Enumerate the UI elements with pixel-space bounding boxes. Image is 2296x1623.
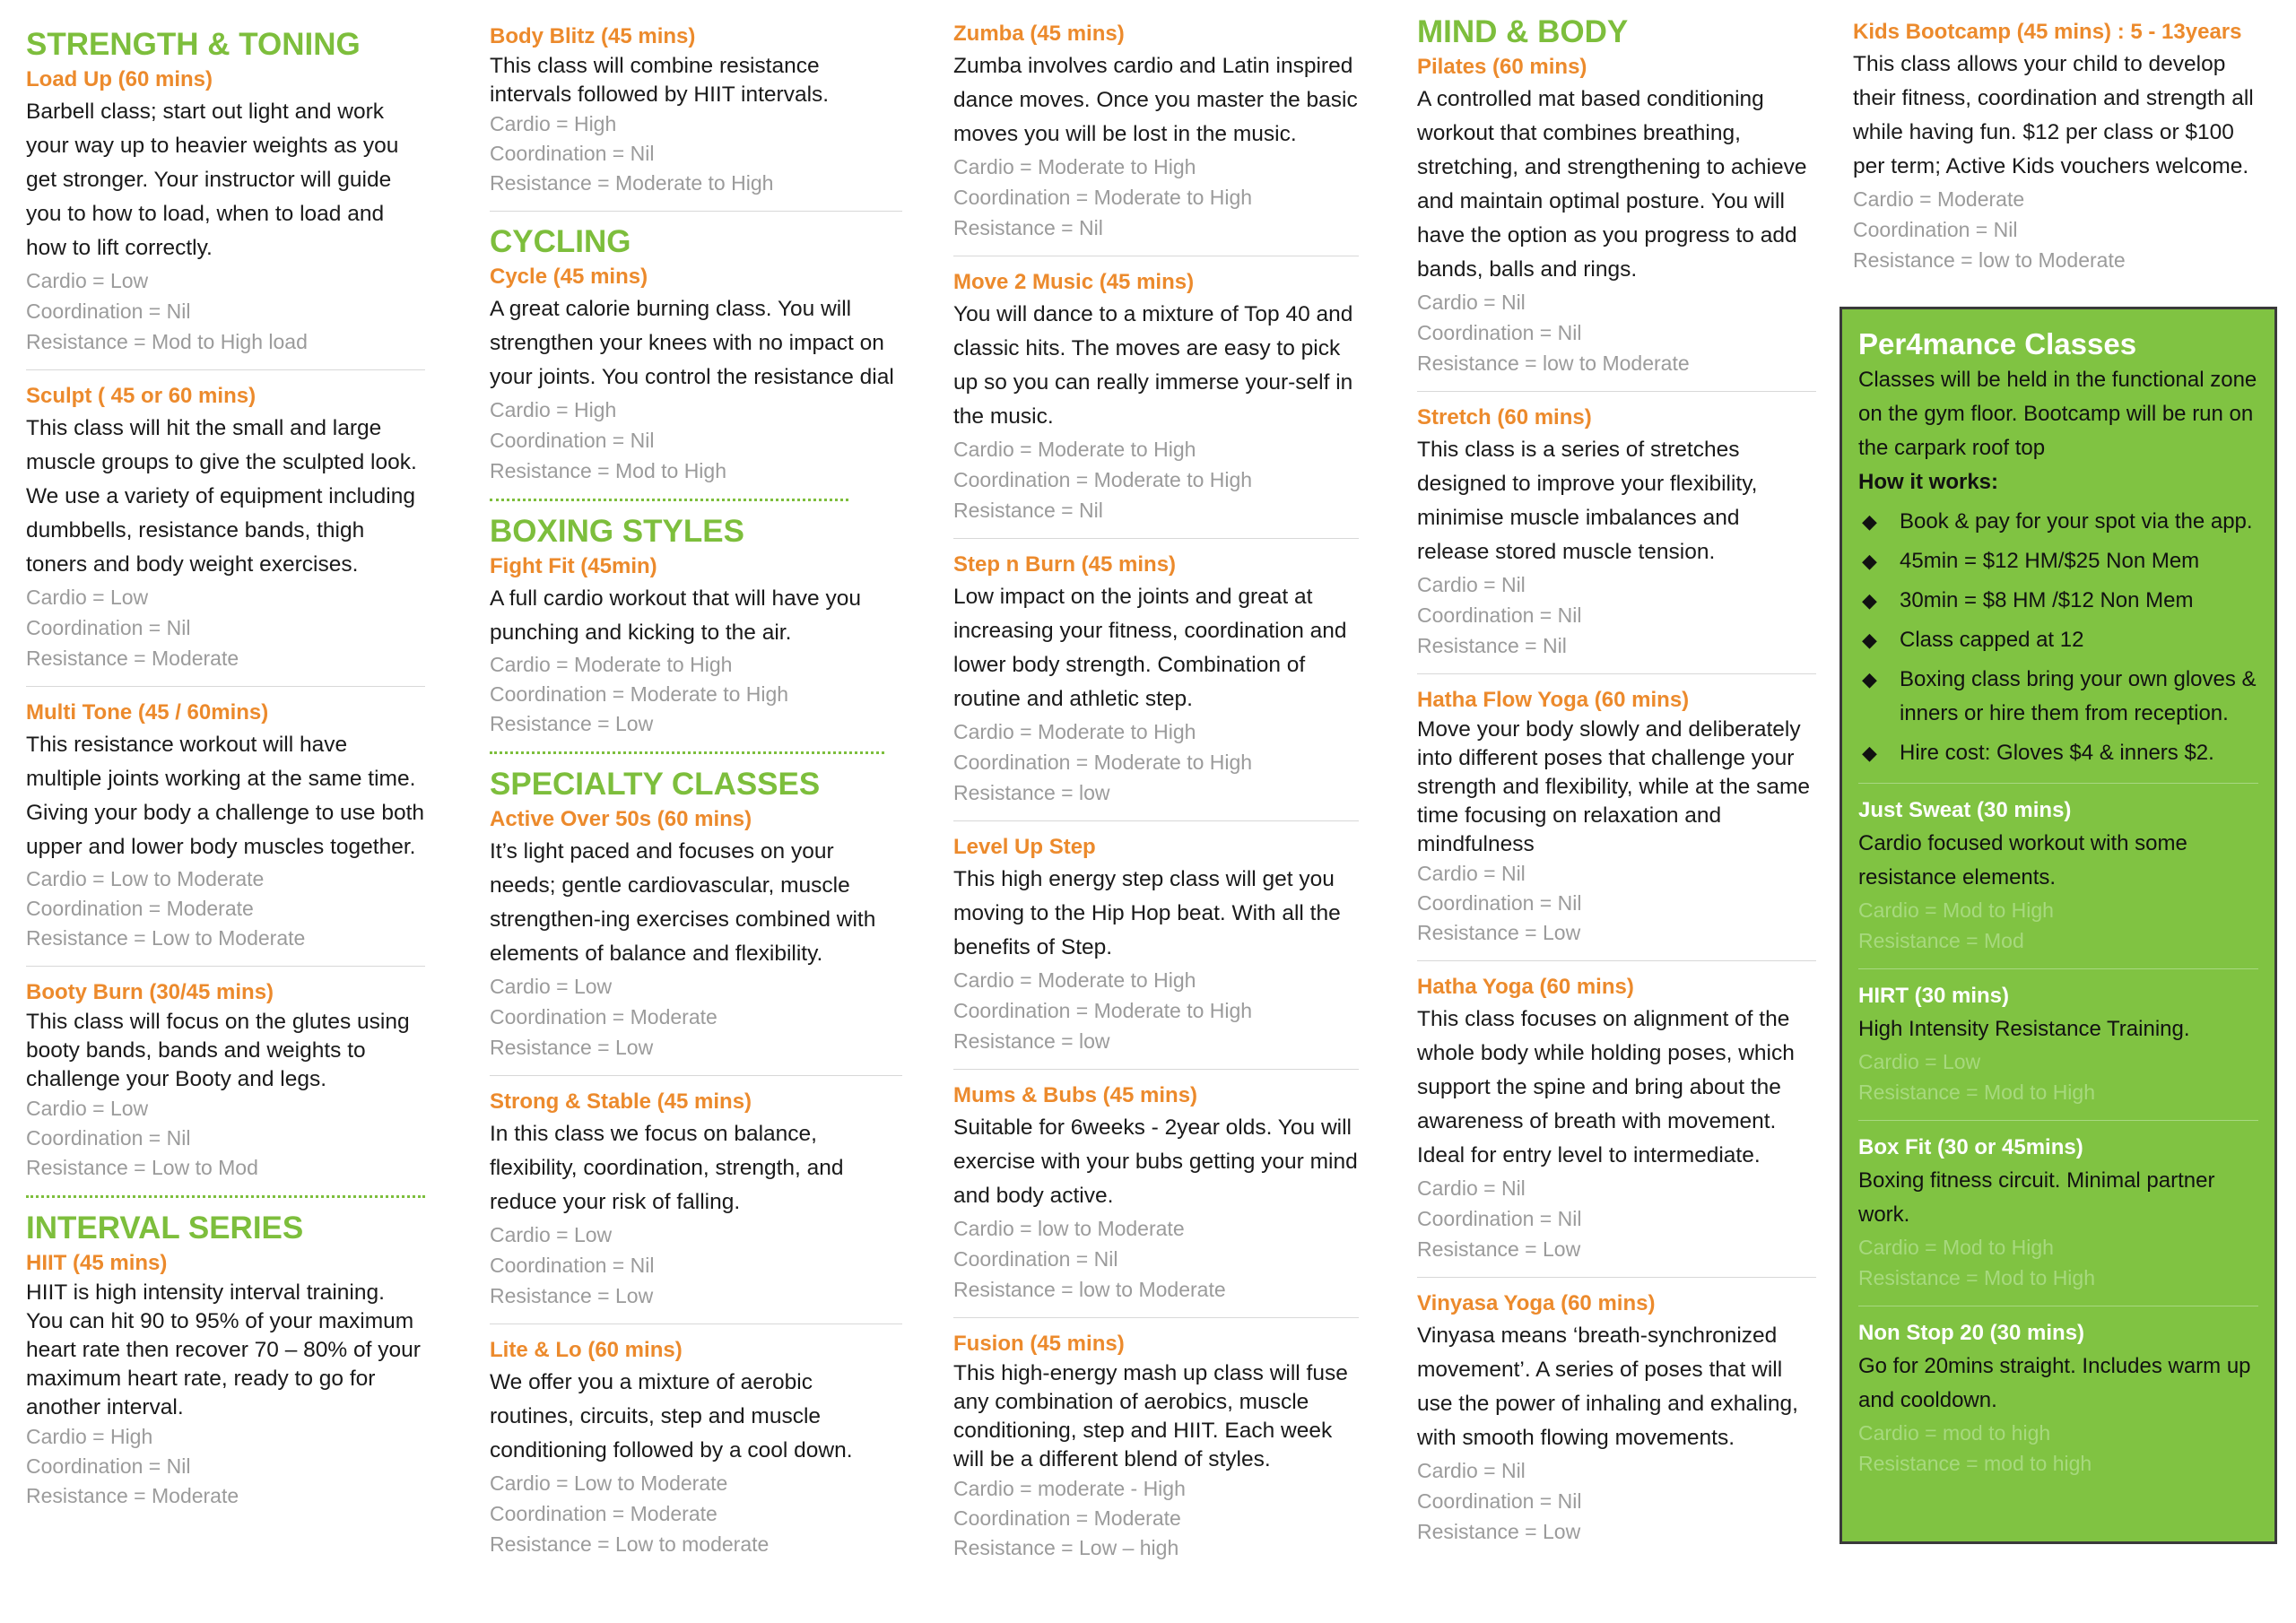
diamond-bullet-icon: ◆ xyxy=(1862,510,1877,533)
class-description: Low impact on the joints and great at increasing your fitness, coordination and lower body strength. Combination of routine and athletic step. xyxy=(953,585,1347,711)
rating-resistance: Resistance = Mod to High xyxy=(1858,1266,2095,1289)
class-title: Vinyasa Yoga (60 mins) xyxy=(1417,1291,1656,1315)
class-description: Barbell class; start out light and work your way up to heavier weights as you get stronger. Your instructor will guide you to how to load, when to load and how to lift correctly. xyxy=(26,100,399,260)
rating-cardio: Cardio = Moderate to High xyxy=(953,968,1196,992)
rating-coordination: Coordination = Moderate xyxy=(490,1502,718,1525)
rating-cardio: Cardio = mod to high xyxy=(1858,1421,2051,1445)
category-heading-interval: INTERVAL SERIES xyxy=(26,1211,304,1245)
divider xyxy=(1417,960,1816,961)
rating-cardio: Cardio = Moderate to High xyxy=(490,653,733,676)
rating-cardio: Cardio = Mod to High xyxy=(1858,898,2054,922)
divider xyxy=(26,686,425,687)
panel-title: Per4mance Classes xyxy=(1858,327,2137,360)
divider xyxy=(26,966,425,967)
rating-cardio: Cardio = Low to Moderate xyxy=(26,867,265,890)
divider xyxy=(1417,1277,1816,1278)
rating-resistance: Resistance = Mod to High xyxy=(490,459,726,482)
rating-cardio: Cardio = low to Moderate xyxy=(953,1217,1185,1240)
rating-resistance: Resistance = low to Moderate xyxy=(1417,352,1690,375)
class-description: This class is a series of stretches designed to improve your flexibility, minimise muscle imbalances and release stored muscle tension. xyxy=(1417,438,1758,564)
divider xyxy=(953,1069,1359,1070)
class-description: In this class we focus on balance, flexibility, coordination, strength, and reduce your risk of falling. xyxy=(490,1122,844,1214)
class-booty-burn xyxy=(26,977,425,1183)
rating-cardio: Cardio = Nil xyxy=(1417,1176,1526,1200)
class-description: A controlled mat based conditioning workout that combines breathing, stretching, and strengthening to achieve and maintain optimal posture. You will have the option as you progress to add bands, balls and rings. xyxy=(1417,87,1807,282)
class-title: Lite & Lo (60 mins) xyxy=(490,1338,683,1362)
class-stretch xyxy=(1417,403,1816,661)
class-hatha-flow-yoga xyxy=(1417,685,1816,948)
rating-coordination: Coordination = Moderate to High xyxy=(953,186,1253,209)
class-fusion xyxy=(953,1329,1359,1563)
category-heading-cycling: CYCLING xyxy=(490,224,631,259)
rating-coordination: Coordination = Nil xyxy=(1417,603,1582,627)
divider xyxy=(953,1317,1359,1318)
class-hatha-yoga xyxy=(1417,972,1816,1264)
class-title: Step n Burn (45 mins) xyxy=(953,552,1177,577)
rating-coordination: Coordination = Moderate to High xyxy=(953,751,1253,774)
class-title: Hatha Yoga (60 mins) xyxy=(1417,975,1634,999)
how-it-works-list xyxy=(1858,505,2258,770)
rating-resistance: Resistance = Mod to High xyxy=(1858,1081,2095,1104)
divider xyxy=(1858,1120,2258,1121)
rating-cardio: Cardio = Low to Moderate xyxy=(490,1471,728,1495)
rating-coordination: Coordination = Moderate xyxy=(26,897,254,920)
class-title: Body Blitz (45 mins) xyxy=(490,24,696,48)
class-body-blitz xyxy=(490,22,902,198)
rating-coordination: Coordination = Nil xyxy=(953,1247,1118,1271)
class-lite-lo xyxy=(490,1335,902,1559)
class-title: HIIT (45 mins) xyxy=(26,1251,168,1275)
rating-resistance: Resistance = Low xyxy=(490,712,654,735)
class-just-sweat xyxy=(1858,794,2258,956)
list-item-text: Boxing class bring your own gloves & inners or hire them from reception. xyxy=(1900,667,2257,725)
dotted-divider xyxy=(490,499,848,501)
rating-resistance: Resistance = low to Moderate xyxy=(953,1278,1226,1301)
rating-coordination: Coordination = Moderate to High xyxy=(490,682,789,706)
rating-coordination: Coordination = Nil xyxy=(1417,891,1582,915)
rating-coordination: Coordination = Nil xyxy=(26,299,191,323)
rating-coordination: Coordination = Moderate to High xyxy=(953,999,1253,1022)
column-3 xyxy=(953,19,1359,1563)
class-non-stop-20 xyxy=(1858,1317,2258,1479)
rating-resistance: Resistance = Mod xyxy=(1858,929,2024,952)
class-description: This class will combine resistance intervals followed by HIIT intervals. xyxy=(490,54,830,107)
rating-resistance: Resistance = Low to moderate xyxy=(490,1532,770,1556)
rating-coordination: Coordination = Moderate to High xyxy=(953,468,1253,491)
class-step-n-burn xyxy=(953,550,1359,808)
rating-resistance: Resistance = Moderate to High xyxy=(490,171,774,195)
rating-cardio: Cardio = Mod to High xyxy=(1858,1236,2054,1259)
class-zumba xyxy=(953,19,1359,243)
how-it-works-heading: How it works: xyxy=(1858,470,1999,494)
list-item-text: Hire cost: Gloves $4 & inners $2. xyxy=(1900,741,2214,765)
class-title: Move 2 Music (45 mins) xyxy=(953,270,1195,294)
class-level-up-step xyxy=(953,832,1359,1056)
class-description: We offer you a mixture of aerobic routines, circuits, step and muscle conditioning followed by a cool down. xyxy=(490,1370,853,1462)
class-description: This class will hit the small and large muscle groups to give the sculpted look. We use a variety of equipment including dumbbells, resistance bands, thigh toners and body weight exercises. xyxy=(26,416,417,577)
diamond-bullet-icon: ◆ xyxy=(1862,668,1877,690)
rating-coordination: Coordination = Nil xyxy=(1417,1489,1582,1513)
class-title: Zumba (45 mins) xyxy=(953,22,1125,46)
per4mance-panel xyxy=(1839,307,2277,1544)
divider xyxy=(1858,783,2258,784)
class-description: You will dance to a mixture of Top 40 and classic hits. The moves are easy to pick up so you can really immerse your-self in the music. xyxy=(953,302,1353,429)
class-title: Pilates (60 mins) xyxy=(1417,55,1587,79)
class-title: Hatha Flow Yoga (60 mins) xyxy=(1417,688,1690,712)
rating-resistance: Resistance = Low xyxy=(490,1036,654,1059)
class-description: Go for 20mins straight. Includes warm up and cooldown. xyxy=(1858,1354,2251,1412)
divider xyxy=(490,211,902,212)
class-fight-fit xyxy=(490,551,902,739)
diamond-bullet-icon: ◆ xyxy=(1862,550,1877,572)
panel-intro: Classes will be held in the functional zone on the gym floor. Bootcamp will be run on the carpark roof top xyxy=(1858,368,2257,460)
rating-resistance: Resistance = mod to high xyxy=(1858,1452,2092,1475)
rating-cardio: Cardio = High xyxy=(490,398,617,421)
rating-cardio: Cardio = Low xyxy=(1858,1050,1981,1073)
class-hirt xyxy=(1858,980,2258,1107)
class-description: HIIT is high intensity interval training. You can hit 90 to 95% of your maximum heart rate then recover 70 – 80% of your maximum heart rate, ready to go for another interval. xyxy=(26,1280,421,1419)
rating-resistance: Resistance = Low xyxy=(490,1284,654,1307)
rating-cardio: Cardio = Moderate xyxy=(1853,187,2025,211)
divider xyxy=(953,820,1359,821)
list-item-text: Class capped at 12 xyxy=(1900,628,2084,652)
rating-cardio: Cardio = Low xyxy=(26,586,149,609)
rating-cardio: Cardio = Low xyxy=(490,975,613,998)
diamond-bullet-icon: ◆ xyxy=(1862,589,1877,612)
divider xyxy=(953,538,1359,539)
category-heading-mind-body: MIND & BODY xyxy=(1417,14,1629,49)
class-description: This class will focus on the glutes using booty bands, bands and weights to challenge your Booty and legs. xyxy=(26,1010,410,1091)
rating-cardio: Cardio = High xyxy=(26,1425,153,1448)
list-item xyxy=(1858,544,2258,578)
list-item xyxy=(1858,505,2258,539)
class-hiit xyxy=(26,1248,425,1511)
class-description: It’s light paced and focuses on your needs; gentle cardiovascular, muscle strengthen-ing exercises combined with elements of balance and flexibility. xyxy=(490,839,876,966)
rating-coordination: Coordination = Moderate xyxy=(953,1506,1181,1530)
rating-coordination: Coordination = Nil xyxy=(1417,1207,1582,1230)
class-mums-bubs xyxy=(953,1081,1359,1305)
diamond-bullet-icon: ◆ xyxy=(1862,629,1877,651)
class-cycle xyxy=(490,262,902,486)
class-description: This resistance workout will have multiple joints working at the same time. Giving your body a challenge to use both upper and lower body muscles together. xyxy=(26,733,425,859)
class-title: HIRT (30 mins) xyxy=(1858,984,2010,1008)
list-item xyxy=(1858,584,2258,618)
rating-coordination: Coordination = Nil xyxy=(26,1454,191,1478)
list-item xyxy=(1858,623,2258,657)
class-vinyasa-yoga xyxy=(1417,1289,1816,1547)
class-pilates xyxy=(1417,52,1816,378)
rating-cardio: Cardio = Nil xyxy=(1417,1459,1526,1482)
rating-resistance: Resistance = Low – high xyxy=(953,1536,1179,1559)
category-heading-boxing: BOXING STYLES xyxy=(490,514,744,549)
rating-coordination: Coordination = Nil xyxy=(490,1254,655,1277)
list-item-text: 45min = $12 HM/$25 Non Mem xyxy=(1900,549,2200,573)
rating-cardio: Cardio = Low xyxy=(490,1223,613,1246)
divider xyxy=(1858,968,2258,969)
rating-cardio: Cardio = Nil xyxy=(1417,862,1526,885)
class-description: Zumba involves cardio and Latin inspired dance moves. Once you master the basic moves you will be lost in the music. xyxy=(953,54,1358,146)
rating-coordination: Coordination = Nil xyxy=(1417,321,1582,344)
class-title: Sculpt ( 45 or 60 mins) xyxy=(26,384,257,408)
rating-coordination: Coordination = Nil xyxy=(26,616,191,639)
class-title: Active Over 50s (60 mins) xyxy=(490,807,752,831)
dotted-divider xyxy=(490,751,884,754)
class-strong-stable xyxy=(490,1087,902,1311)
rating-resistance: Resistance = Low xyxy=(1417,921,1581,944)
column-2 xyxy=(490,22,902,1559)
divider xyxy=(1417,391,1816,392)
class-description: This class focuses on alignment of the whole body while holding poses, which support the spine and bring about the awareness of breath with movement. Ideal for entry level to intermediate. xyxy=(1417,1007,1795,1167)
class-multi-tone xyxy=(26,698,425,953)
rating-resistance: Resistance = Nil xyxy=(1417,634,1567,657)
rating-cardio: Cardio = Moderate to High xyxy=(953,438,1196,461)
rating-cardio: Cardio = Moderate to High xyxy=(953,155,1196,178)
rating-coordination: Coordination = Moderate xyxy=(490,1005,718,1028)
class-description: This high energy step class will get you moving to the Hip Hop beat. With all the benefits of Step. xyxy=(953,867,1341,959)
class-description: Suitable for 6weeks - 2year olds. You will exercise with your bubs getting your mind and body active. xyxy=(953,1115,1358,1208)
class-title: Mums & Bubs (45 mins) xyxy=(953,1083,1198,1107)
rating-coordination: Coordination = Nil xyxy=(490,429,655,452)
class-load-up xyxy=(26,65,425,357)
class-title: Fight Fit (45min) xyxy=(490,554,657,578)
list-item xyxy=(1858,736,2258,770)
list-item xyxy=(1858,663,2258,731)
class-title: Just Sweat (30 mins) xyxy=(1858,798,2072,822)
list-item-text: 30min = $8 HM /$12 Non Mem xyxy=(1900,588,2194,612)
column-4 xyxy=(1417,13,1816,1547)
rating-cardio: Cardio = moderate - High xyxy=(953,1477,1186,1500)
category-heading-specialty: SPECIALTY CLASSES xyxy=(490,767,821,802)
class-description: A great calorie burning class. You will strengthen your knees with no impact on your joints. You control the resistance dial xyxy=(490,297,894,389)
class-title: Stretch (60 mins) xyxy=(1417,405,1592,430)
divider xyxy=(26,369,425,370)
class-title: Booty Burn (30/45 mins) xyxy=(26,980,274,1004)
rating-resistance: Resistance = low xyxy=(953,1029,1110,1053)
column-5 xyxy=(1853,17,2283,275)
class-description: Boxing fitness circuit. Minimal partner work. xyxy=(1858,1168,2215,1227)
class-title: Fusion (45 mins) xyxy=(953,1332,1125,1356)
rating-resistance: Resistance = Moderate xyxy=(26,647,239,670)
rating-cardio: Cardio = High xyxy=(490,112,617,135)
divider xyxy=(490,1075,902,1076)
rating-resistance: Resistance = low to Moderate xyxy=(1853,248,2126,272)
rating-cardio: Cardio = Nil xyxy=(1417,573,1526,596)
class-move-2-music xyxy=(953,267,1359,525)
rating-resistance: Resistance = Nil xyxy=(953,499,1103,522)
rating-coordination: Coordination = Nil xyxy=(26,1126,191,1150)
class-title: Strong & Stable (45 mins) xyxy=(490,1089,752,1114)
class-box-fit xyxy=(1858,1132,2258,1293)
class-description: High Intensity Resistance Training. xyxy=(1858,1017,2190,1041)
class-title: Level Up Step xyxy=(953,835,1096,859)
rating-cardio: Cardio = Low xyxy=(26,269,149,292)
class-active-over-50s xyxy=(490,804,902,1063)
class-description: Move your body slowly and deliberately into different poses that challenge your strength and flexibility, while at the same time focusing on relaxation and mindfulness xyxy=(1417,717,1811,856)
class-kids-bootcamp xyxy=(1853,17,2283,275)
class-description: Vinyasa means ‘breath-synchronized movement’. A series of poses that will use the power of inhaling and exhaling, with smooth flowing movements. xyxy=(1417,1324,1798,1450)
rating-resistance: Resistance = Low to Moderate xyxy=(26,926,306,950)
class-title: Non Stop 20 (30 mins) xyxy=(1858,1321,2085,1345)
rating-cardio: Cardio = Low xyxy=(26,1097,149,1120)
class-description: A full cardio workout that will have you punching and kicking to the air. xyxy=(490,586,861,645)
diamond-bullet-icon: ◆ xyxy=(1862,742,1877,764)
class-title: Load Up (60 mins) xyxy=(26,67,213,91)
rating-resistance: Resistance = Nil xyxy=(953,216,1103,239)
rating-coordination: Coordination = Nil xyxy=(1853,218,2018,241)
rating-cardio: Cardio = Moderate to High xyxy=(953,720,1196,743)
rating-coordination: Coordination = Nil xyxy=(490,142,655,165)
class-description: This class allows your child to develop their fitness, coordination and strength all while having fun. $12 per class or $100 per term; Active Kids vouchers welcome. xyxy=(1853,52,2254,178)
rating-resistance: Resistance = Low to Mod xyxy=(26,1156,258,1179)
class-title: Kids Bootcamp (45 mins) : 5 - 13years xyxy=(1853,20,2242,44)
rating-resistance: Resistance = Moderate xyxy=(26,1484,239,1507)
rating-resistance: Resistance = low xyxy=(953,781,1110,804)
class-title: Multi Tone (45 / 60mins) xyxy=(26,700,269,725)
class-title: Box Fit (30 or 45mins) xyxy=(1858,1135,2083,1159)
class-title: Cycle (45 mins) xyxy=(490,265,648,289)
class-description: This high-energy mash up class will fuse any combination of aerobics, muscle conditioning, step and HIIT. Each week will be a different blend of styles. xyxy=(953,1361,1348,1471)
rating-cardio: Cardio = Nil xyxy=(1417,291,1526,314)
category-heading-strength: STRENGTH & TONING xyxy=(26,27,361,62)
rating-resistance: Resistance = Low xyxy=(1417,1520,1581,1543)
dotted-divider xyxy=(26,1195,425,1198)
column-1 xyxy=(26,25,425,1511)
class-sculpt xyxy=(26,381,425,673)
class-description: Cardio focused workout with some resistance elements. xyxy=(1858,831,2187,890)
divider xyxy=(1417,673,1816,674)
rating-resistance: Resistance = Low xyxy=(1417,1237,1581,1261)
list-item-text: Book & pay for your spot via the app. xyxy=(1900,509,2253,534)
rating-resistance: Resistance = Mod to High load xyxy=(26,330,308,353)
